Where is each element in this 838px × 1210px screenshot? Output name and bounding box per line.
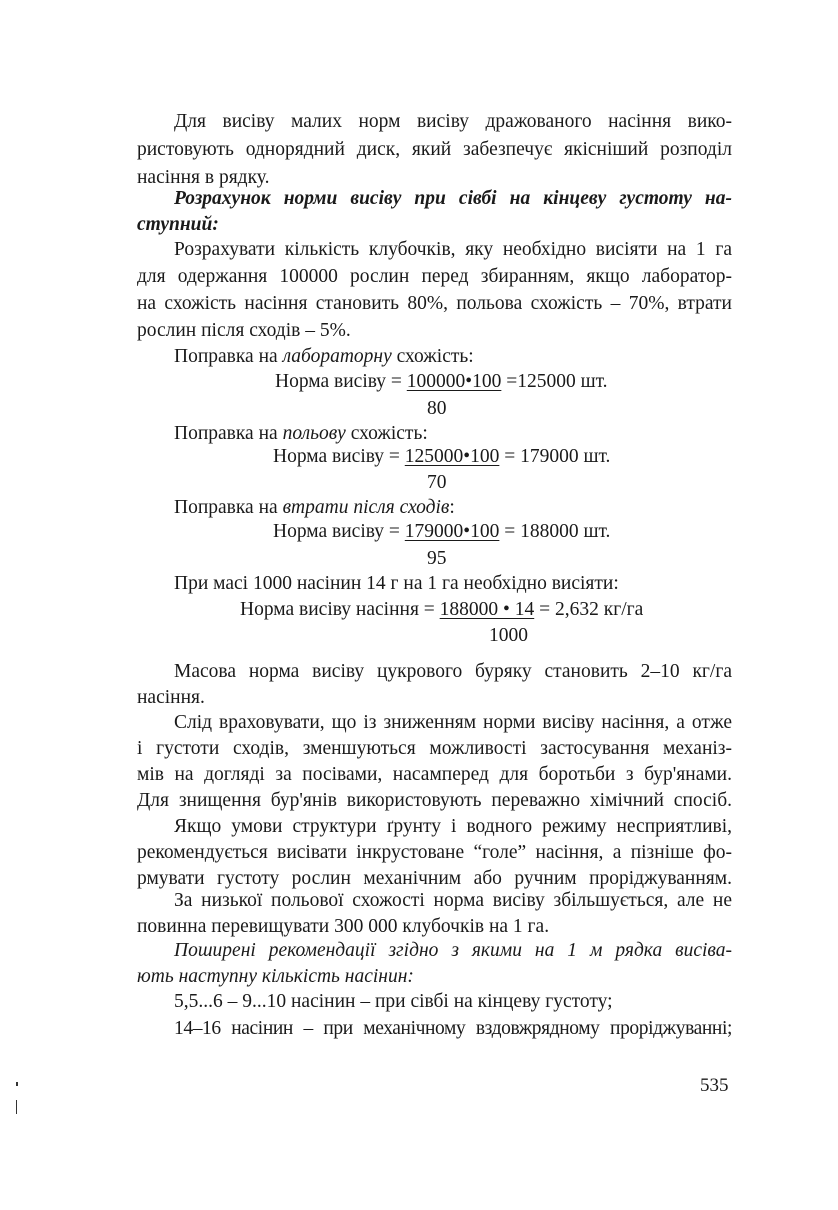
formula-4-numerator: 188000 • 14 <box>439 599 535 620</box>
formula-1: Норма висіву = 100000•100 =125000 шт. <box>275 371 608 392</box>
paragraph-2-line-1: Розрахувати кількість клубочків, яку необхідно висіяти на 1 га <box>174 239 732 260</box>
formula-1-denominator: 80 <box>427 398 447 419</box>
recommendation-final-density: 5,5...6 – 9...10 насінин – при сівбі на кінцеву густоту; <box>174 991 613 1012</box>
section-heading-line-1: Розрахунок норми висіву при сівбі на кінцеву густоту на- <box>174 188 732 209</box>
paragraph-2-line-4: рослин після сходів – 5%. <box>137 320 351 341</box>
formula-2-numerator: 125000•100 <box>404 446 500 467</box>
seed-mass-intro: При масі 1000 насінин 14 г на 1 га необхідно висіяти: <box>174 573 619 594</box>
paragraph-1-line-1: Для висіву малих норм висіву дражованого насіння вико- <box>174 111 732 132</box>
formula-4: Норма висіву насіння = 188000 • 14 = 2,632 кг/га <box>240 599 644 620</box>
paragraph-3-line-1: Масова норма висіву цукрового буряку становить 2–10 кг/га <box>174 661 732 682</box>
formula-4-denominator: 1000 <box>489 625 528 646</box>
paragraph-5-line-2: рекомендується висівати інкрустоване “голе” насіння, а пізніше фо- <box>137 842 732 863</box>
paragraph-6-line-2: повинна перевищувати 300 000 клубочків на 1 га. <box>137 916 550 937</box>
section-heading-line-2: ступний: <box>137 214 219 235</box>
paragraph-1-line-3: насіння в рядку. <box>137 167 270 188</box>
paragraph-5-line-3: рмувати густоту рослин механічним або ручним проріджуванням. <box>137 868 732 889</box>
paragraph-4-line-3: мів на догляді за посівами, насамперед для боротьби з бур'янами. <box>137 764 732 785</box>
formula-3-denominator: 95 <box>427 548 447 569</box>
page-number: 535 <box>700 1075 729 1096</box>
paragraph-2-line-2: для одержання 100000 рослин перед збиранням, якщо лаборатор- <box>137 266 732 287</box>
paragraph-4-line-1: Слід враховувати, що із зниженням норми висіву насіння, а отже <box>174 712 732 733</box>
paragraph-4-line-2: і густоти сходів, зменшуються можливості застосування механіз- <box>137 738 732 759</box>
paragraph-3-line-2: насіння. <box>137 687 205 708</box>
formula-3-numerator: 179000•100 <box>404 521 500 542</box>
scan-mark <box>16 1082 18 1086</box>
paragraph-5-line-1: Якщо умови структури ґрунту і водного режиму несприятливі, <box>174 816 732 837</box>
paragraph-1-line-2: ристовують однорядний диск, який забезпечує якісніший розподіл <box>137 139 732 160</box>
paragraph-6-line-1: За низької польової схожості норма висіву збільшується, але не <box>174 890 732 911</box>
paragraph-7-line-2: ють наступну кількість насінин: <box>137 966 414 987</box>
formula-3: Норма висіву = 179000•100 = 188000 шт. <box>273 521 611 542</box>
formula-2-denominator: 70 <box>427 472 447 493</box>
paragraph-7-line-1: Поширені рекомендації згідно з якими на 1 м рядка висіва- <box>174 940 732 961</box>
paragraph-4-line-4: Для знищення бур'янів використовують переважно хімічний спосіб. <box>137 790 732 811</box>
correction-losses-after-emergence: Поправка на втрати після сходів: <box>174 497 455 518</box>
correction-lab-germination: Поправка на лабораторну схожість: <box>174 346 474 367</box>
scan-mark <box>16 1100 17 1114</box>
formula-2: Норма висіву = 125000•100 = 179000 шт. <box>273 446 611 467</box>
formula-1-numerator: 100000•100 <box>406 371 502 392</box>
recommendation-mechanical-thinning: 14–16 насінин – при механічному вздовжрядному проріджуванні; <box>174 1018 732 1039</box>
paragraph-2-line-3: на схожість насіння становить 80%, польова схожість – 70%, втрати <box>137 293 732 314</box>
correction-field-germination: Поправка на польову схожість: <box>174 423 428 444</box>
